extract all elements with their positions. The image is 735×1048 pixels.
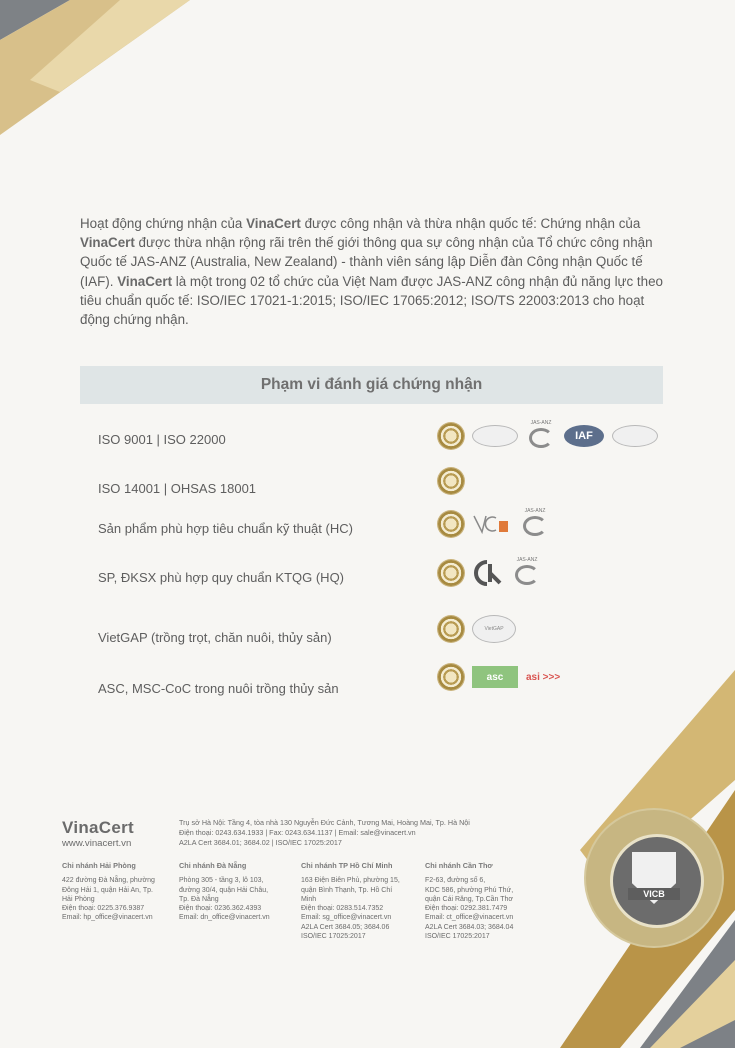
vinacert-seal-icon xyxy=(438,664,464,690)
top-left-gold-ribbon xyxy=(0,0,200,160)
cert-logos-row-6 xyxy=(438,664,560,690)
cr-mark-icon xyxy=(472,558,504,588)
vicb-badge-label: VICB xyxy=(628,888,680,900)
vietgap-logo-icon: VietGAP xyxy=(472,615,516,643)
cert-logos-row-2 xyxy=(438,468,464,494)
scope-row-label: Sản phẩm phù hợp tiêu chuẩn kỹ thuật (HC) xyxy=(98,521,353,536)
branch-title: Chi nhánh Cần Thơ xyxy=(425,861,493,870)
branch-da-nang: Chi nhánh Đà Nẵng Phòng 305 - tầng 3, lô 103, đường 30/4, quận Hải Châu, Tp. Đà Nẵng Điện thoại: 0236.362.4393 Email: dn_office@vinacert.vn xyxy=(179,861,287,923)
footer-brand-name: VinaCert xyxy=(62,818,135,837)
jas-anz-logo-icon: JAS-ANZ xyxy=(526,420,556,452)
iaf-logo-icon: IAF xyxy=(564,425,604,447)
hq-info xyxy=(179,818,470,848)
scope-row-label: VietGAP (trồng trọt, chăn nuôi, thủy sản) xyxy=(98,630,332,645)
scope-row-label: ASC, MSC-CoC trong nuôi trồng thủy sản xyxy=(98,681,339,696)
iso-cert-logo-icon xyxy=(472,425,518,447)
brand-name-inline: VinaCert xyxy=(80,235,135,251)
brand-name-inline: VinaCert xyxy=(246,216,301,231)
vinacert-seal-icon xyxy=(438,468,464,494)
vinacert-seal-icon xyxy=(438,423,464,449)
branch-title: Chi nhánh Hải Phòng xyxy=(62,861,136,870)
branch-can-tho: Chi nhánh Cần Thơ F2-63, đường số 6, KDC 586, phường Phú Thứ, quận Cái Răng, Tp.Cần Thơ Điện thoại: 0292.381.7479 Email: ct_office@vinacert.vn A2LA Cert 3684.03; 3684.04 ISO/IEC 17025:2017 xyxy=(425,861,537,941)
cert-logos-row-1 xyxy=(438,420,658,452)
vinacert-seal-icon xyxy=(438,511,464,537)
branch-title: Chi nhánh Đà Nẵng xyxy=(179,861,247,870)
branch-title: Chi nhánh TP Hồ Chí Minh xyxy=(301,861,393,870)
branch-ho-chi-minh: Chi nhánh TP Hồ Chí Minh 163 Điện Biên Phủ, phường 15, quận Bình Thạnh, Tp. Hồ Chí Minh Điện thoại: 0283.514.7352 Email: sg_office@vinacert.vn A2LA Cert 3684.05; 3684.06 ISO/IEC 17025:2017 xyxy=(301,861,411,941)
branch-hai-phong: Chi nhánh Hải Phòng 422 đường Đà Nẵng, phường Đông Hải 1, quận Hải An, Tp. Hải Phòng Điện thoại: 0225.376.9387 Email: hp_office@vinacert.vn xyxy=(62,861,168,923)
jas-anz-logo-icon: JAS-ANZ xyxy=(512,557,542,589)
jas-anz-logo-icon: JAS-ANZ xyxy=(520,508,550,540)
vinacert-seal-icon xyxy=(438,560,464,586)
scope-row-label: SP, ĐKSX phù hợp quy chuẩn KTQG (HQ) xyxy=(98,570,345,585)
cert-logos-row-4 xyxy=(438,557,542,589)
footer-brand xyxy=(62,818,134,849)
hq-address: Trụ sở Hà Nội: Tầng 4, tòa nhà 130 Nguyễn Đức Cảnh, Tương Mai, Hoàng Mai, Tp. Hà Nội xyxy=(179,818,470,827)
scope-row-label: ISO 14001 | OHSAS 18001 xyxy=(98,481,257,496)
iso-cert-logo-icon xyxy=(612,425,658,447)
brand-name-inline: VinaCert xyxy=(117,273,173,289)
scope-row-label: ISO 9001 | ISO 22000 xyxy=(98,432,226,447)
hq-contact: Điện thoại: 0243.634.1933 | Fax: 0243.634.1137 | Email: sale@vinacert.vn xyxy=(179,828,416,837)
footer-website: www.vinacert.vn xyxy=(62,838,132,849)
asi-logo-icon: asi >>> xyxy=(526,671,561,683)
hq-accreditation: A2LA Cert 3684.01; 3684.02 | ISO/IEC 17025:2017 xyxy=(179,838,342,847)
cert-logos-row-3 xyxy=(438,508,550,540)
intro-paragraph: Hoạt động chứng nhận của VinaCert được công nhận và thừa nhận quốc tế: Chứng nhận của VinaCert được thừa nhận rộng rãi trên thế giới thông qua sự công nhận của Tổ chức công nhận Quốc tế JAS-ANZ (Australia, New Zealand) - thành viên sáng lập Diễn đàn Công nhận Quốc tế (IAF). VinaCert là một trong 02 tổ chức của Việt Nam được JAS-ANZ công nhận đủ năng lực theo tiêu chuẩn quốc tế: ISO/IEC 17021-1:2015; ISO/IEC 17065:2012; ISO/TS 22003:2013 cho hoạt động chứng nhận. xyxy=(80,216,663,328)
vcb-logo-icon xyxy=(472,512,512,536)
asc-logo-icon: asc xyxy=(472,666,518,688)
scope-header: Phạm vi đánh giá chứng nhận xyxy=(80,366,663,404)
cert-logos-row-5 xyxy=(438,615,516,643)
vinacert-seal-icon xyxy=(438,616,464,642)
